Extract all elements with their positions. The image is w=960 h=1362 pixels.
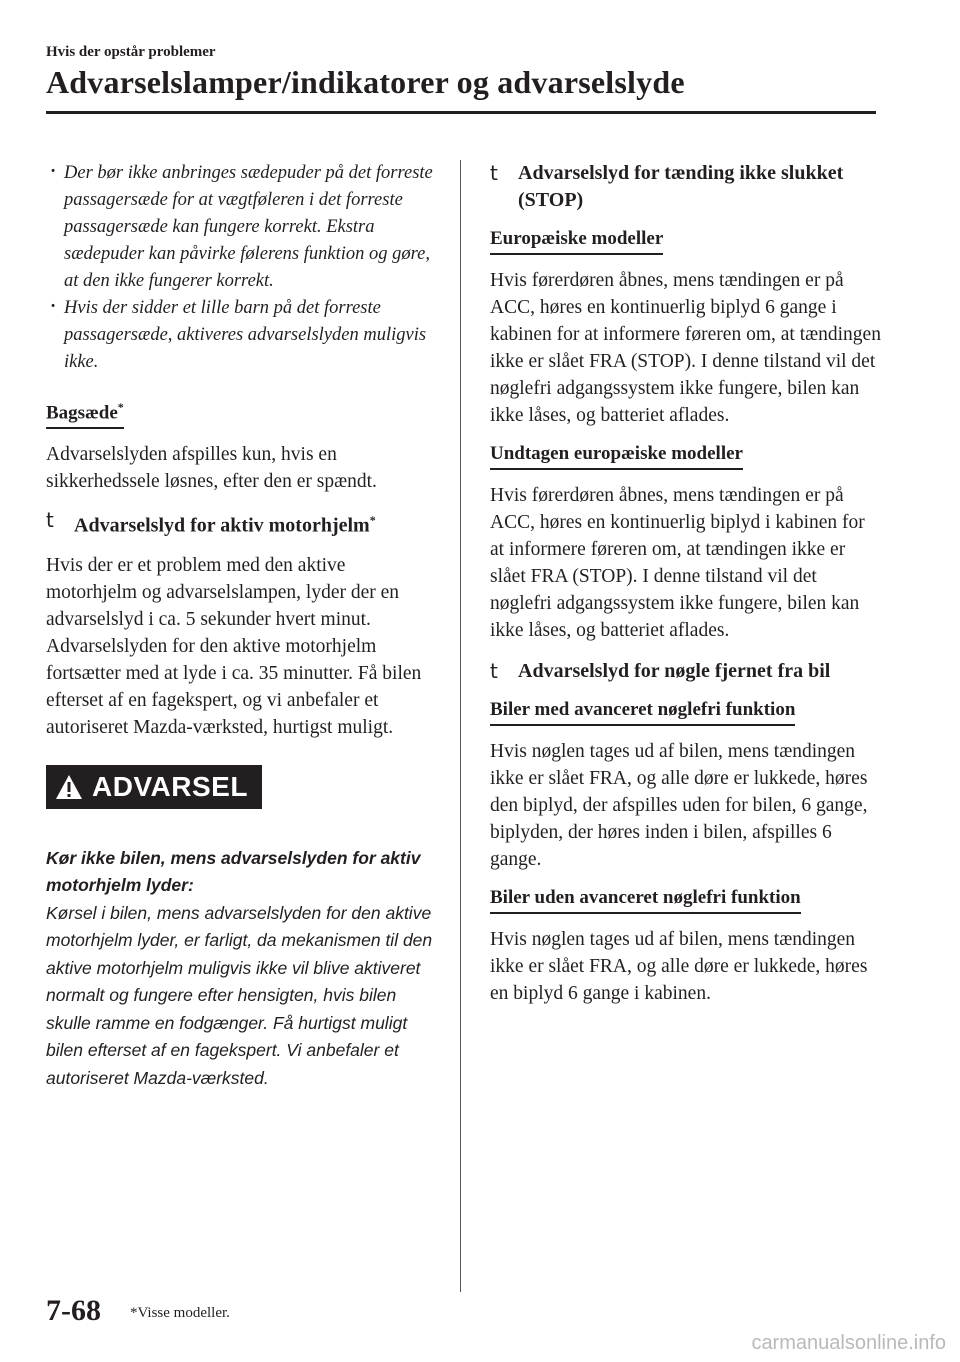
key-removed-heading: t Advarselslyd for nøgle fjernet fra bil <box>490 659 831 683</box>
european-models-text: Hvis førerdøren åbnes, mens tændingen er på ACC, høres en kontinuerlig biplyd 6 gange i kabinen for at informere føreren om, at tændingen ikke er slået FRA (STOP). I denne tilstand vil det nøglefri adgangssystem ikke fungere, bilen kan ikke låses, og batteriet aflades. <box>490 270 881 426</box>
column-divider <box>460 160 461 1292</box>
left-column <box>46 160 436 1092</box>
section-marker: t <box>490 161 498 185</box>
no-advanced-keyless-heading: Biler uden avanceret nøglefri funktion <box>490 885 801 914</box>
advanced-keyless-heading: Biler med avanceret nøglefri funktion <box>490 697 795 726</box>
active-hood-text-2: Advarselslyden for den aktive motorhjelm fortsætter med at lyde i ca. 35 minutter. Få bilen efterset af en fagekspert, og vi anbefaler et autoriseret Mazda-værksted, hurtigst muligt. <box>46 635 422 738</box>
rear-seat-text: Advarselslyden afspilles kun, hvis en sikkerhedssele løsnes, efter den er spændt. <box>46 444 377 493</box>
model-footnote-mark: * <box>117 400 124 414</box>
section-marker: t <box>46 508 54 533</box>
warning-banner <box>46 765 262 809</box>
active-hood-heading: t Advarselslyd for aktiv motorhjelm* <box>46 508 376 537</box>
non-european-models-text: Hvis førerdøren åbnes, mens tændingen er på ACC, høres en kontinuerlig biplyd i kabinen for at informere føreren om, at tændingen ikke er slået FRA (STOP). I denne tilstand vil det nøglefri adgangssystem ikke fungere, bilen kan ikke låses, og batteriet aflades. <box>490 485 865 641</box>
bullet-item: · Der bør ikke anbringes sædepuder på det forreste passagersæde for at vægtføleren i det forreste passagersæde kan fungere korrekt. Ekstra sædepuder kan påvirke følerens funktion og gøre, at den ikke fungerer korrekt. <box>46 160 436 295</box>
page-title: Advarselslamper/indikatorer og advarselslyde <box>46 64 685 100</box>
section-marker: t <box>490 659 498 683</box>
warning-body: Kørsel i bilen, mens advarselslyden for den aktive motorhjelm lyder, er farligt, da mekanismen til den aktive motorhjelm muligvis ikke vil blive aktiveret normalt og fungere efter hensigten, hvis bilen skulle ramme en fodgænger. Få hurtigst muligt bilen efterset af en fagekspert. Vi anbefaler et autoriseret Mazda-værksted. <box>46 902 433 1088</box>
model-footnote-mark: * <box>369 513 376 528</box>
rear-seat-heading: Bagsæde* <box>46 394 124 429</box>
ignition-heading: t Advarselslyd for tænding ikke slukket (STOP) <box>490 161 844 211</box>
bullet-list <box>46 160 436 376</box>
bullet-item: · Hvis der sidder et lille barn på det forreste passagersæde, aktiveres advarselslyden muligvis ikke. <box>46 295 436 376</box>
warning-lead: Kør ikke bilen, mens advarselslyden for aktiv motorhjelm lyder: <box>46 847 421 896</box>
warning-text <box>46 845 436 1093</box>
non-european-models-heading: Undtagen europæiske modeller <box>490 441 743 470</box>
section-label: Hvis der opstår problemer <box>46 44 216 60</box>
european-models-heading: Europæiske modeller <box>490 226 663 255</box>
no-advanced-keyless-text: Hvis nøglen tages ud af bilen, mens tændingen ikke er slået FRA, og alle døre er lukkede, høres en biplyd 6 gange i kabinen. <box>490 929 868 1004</box>
header-divider <box>46 111 876 114</box>
warning-triangle-icon <box>54 773 84 801</box>
footnote: *Visse modeller. <box>130 1305 230 1321</box>
warning-label: ADVARSEL <box>92 770 248 802</box>
active-hood-text-1: Hvis der er et problem med den aktive motorhjelm og advarselslampen, lyder der en advarselslyd i ca. 5 sekunder hvert minut. <box>46 554 400 630</box>
watermark: carmanualsonline.info <box>751 1332 946 1354</box>
right-column <box>490 160 882 1019</box>
advanced-keyless-text: Hvis nøglen tages ud af bilen, mens tændingen ikke er slået FRA, og alle døre er lukkede, høres den biplyd, der afspilles uden for bilen, 6 gange, biplyden, der høres inden i bilen, afspilles 6 gange. <box>490 741 868 870</box>
page-number: 7-68 <box>46 1294 101 1327</box>
